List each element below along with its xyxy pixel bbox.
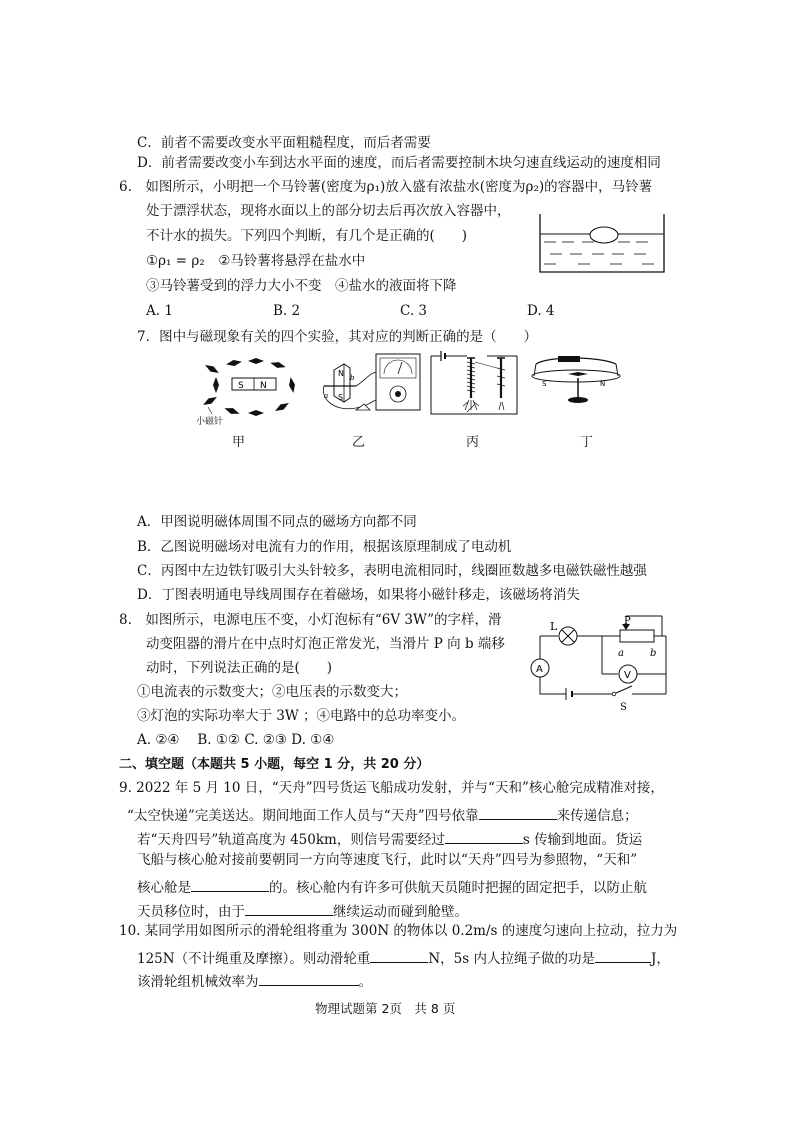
q9-blank-4[interactable] (245, 902, 333, 916)
q7-option-a: A．甲图说明磁体周围不同点的磁场方向都不同 (137, 514, 417, 530)
q8-statements-2: ③灯泡的实际功率大于 3W ；④电路中的总功率变小。 (137, 708, 466, 724)
q7-caption-yi: 乙 (352, 435, 366, 450)
q10-line2: 125N（不计绳重及摩擦）。则动滑轮重 N，5s 内人拉绳子做的功是 J， (137, 951, 670, 967)
q8-circuit-diagram (522, 612, 672, 712)
q10-blank-1[interactable] (370, 949, 428, 963)
q8-statements-1: ①电流表的示数变大；②电压表的示数变大； (137, 684, 407, 700)
page-footer: 物理试题第 2页 共 8 页 (315, 1001, 456, 1016)
q7-caption-ding: 丁 (580, 435, 594, 450)
q10-line3: 该滑轮组机械效率为 。 (137, 974, 372, 990)
q6-stem-line2: 处于漂浮状态，现将水面以上的部分切去后再次放入容器中， (146, 203, 511, 219)
switch-label: S (620, 702, 627, 713)
circuit-lamp-label: L (550, 620, 558, 633)
magnet-s-label: S (238, 381, 244, 391)
q9-line1: 9. 2022 年 5 月 10 日，“天舟”四号货运飞船成功发射，并与“天和”核心舱完成精准对接， (119, 780, 664, 796)
circuit-a-label: a (618, 648, 624, 659)
q8-stem-line3: 动时，下列说法正确的是( ) (146, 660, 333, 676)
q9-blank-1[interactable] (479, 806, 557, 820)
svg-text:b: b (350, 374, 355, 382)
q9-line4: 飞船与核心舱对接前要朝同一方向等速度飞行，此时以“天舟”四号为参照物，“天和” (137, 852, 638, 868)
q9-line2: “太空快递”完美送达。期间地面工作人员与“天舟”四号依靠 来传递信息； (127, 808, 638, 824)
q8-stem-line2: 动变阻器的滑片在中点时灯泡正常发光，当滑片 P 向 b 端移 (146, 636, 505, 652)
q7-figure-yi (316, 350, 424, 422)
q6-option-d: D. 4 (527, 303, 555, 319)
svg-text:N: N (338, 369, 344, 378)
q8-options: A. ②④ B. ①② C. ②③ D. ①④ (137, 732, 335, 748)
q9-line3: 若“天舟四号”轨道高度为 450km，则信号需要经过 s 传输到地面。货运 (137, 832, 643, 848)
q6-stem-line3: 不计水的损失。下列四个判断，有几个是正确的( ) (146, 228, 468, 244)
q7-option-d: D．丁图表明通电导线周围存在着磁场，如果将小磁针移走，该磁场将消失 (137, 587, 580, 603)
q9-line5: 核心舱是 的。核心舱内有许多可供航天员随时把握的固定把手，以防止航 (137, 880, 647, 896)
magnet-n-label: N (260, 381, 267, 391)
svg-text:S: S (542, 380, 547, 388)
q6-statements-2: ③马铃薯受到的浮力大小不变 ④盐水的液面将下降 (146, 278, 457, 294)
q7-option-c: C．丙图中左边铁钉吸引大头针较多，表明电流相同时，线圈匝数越多电磁铁磁性越强 (137, 563, 647, 579)
q7-figure-bing (427, 348, 521, 418)
q7-figure-ding (528, 352, 624, 412)
q7-caption-bing: 丙 (466, 435, 480, 450)
needle-label: 小磁针 (196, 417, 224, 427)
svg-text:a: a (324, 392, 329, 400)
section-2-heading: 二、填空题（本题共 5 小题，每空 1 分，共 20 分） (119, 757, 430, 772)
q7-stem: 7．图中与磁现象有关的四个实验，其对应的判断正确的是（ ） (137, 329, 538, 345)
q7-caption-jia: 甲 (232, 435, 246, 450)
q6-option-a: A. 1 (146, 303, 173, 319)
q10-blank-2[interactable] (595, 949, 651, 963)
ammeter-label: A (536, 664, 543, 675)
q10-line1: 10. 某同学用如图所示的滑轮组将重为 300N 的物体以 0.2m/s 的速度匀速向上拉动，拉力为 (119, 923, 678, 939)
circuit-b-label: b (650, 648, 657, 659)
q6-option-c: C. 3 (400, 303, 428, 319)
q9-blank-2[interactable] (445, 830, 523, 844)
q6-statements-1: ①ρ₁ = ρ₂ ②马铃薯将悬浮在盐水中 (146, 253, 366, 269)
q10-blank-3[interactable] (259, 972, 359, 986)
voltmeter-label: V (624, 670, 631, 681)
q5-option-d: D．前者需要改变小车到达水平面的速度，而后者需要控制木块匀速直线运动的速度相同 (137, 155, 661, 171)
q6-stem-line1: 6. 如图所示，小明把一个马铃薯(密度为ρ₁)放入盛有浓盐水(密度为ρ₂)的容器中，马铃薯 (119, 179, 653, 195)
q9-line6: 天员移位时，由于 继续运动而碰到舱壁。 (137, 904, 468, 920)
q9-blank-3[interactable] (191, 878, 269, 892)
q6-container-figure (538, 212, 668, 274)
q6-option-b: B. 2 (273, 303, 301, 319)
svg-text:S: S (338, 393, 344, 402)
q8-stem-line1: 8. 如图所示，电源电压不变，小灯泡标有“6V 3W”的字样，滑 (119, 612, 502, 628)
circuit-slider-label: P (624, 616, 631, 627)
q5-option-c: C．前者不需要改变水平面粗糙程度，而后者需要 (137, 135, 431, 151)
svg-text:N: N (600, 380, 606, 388)
q7-option-b: B．乙图说明磁场对电流有力的作用，根据该原理制成了电动机 (137, 539, 512, 555)
